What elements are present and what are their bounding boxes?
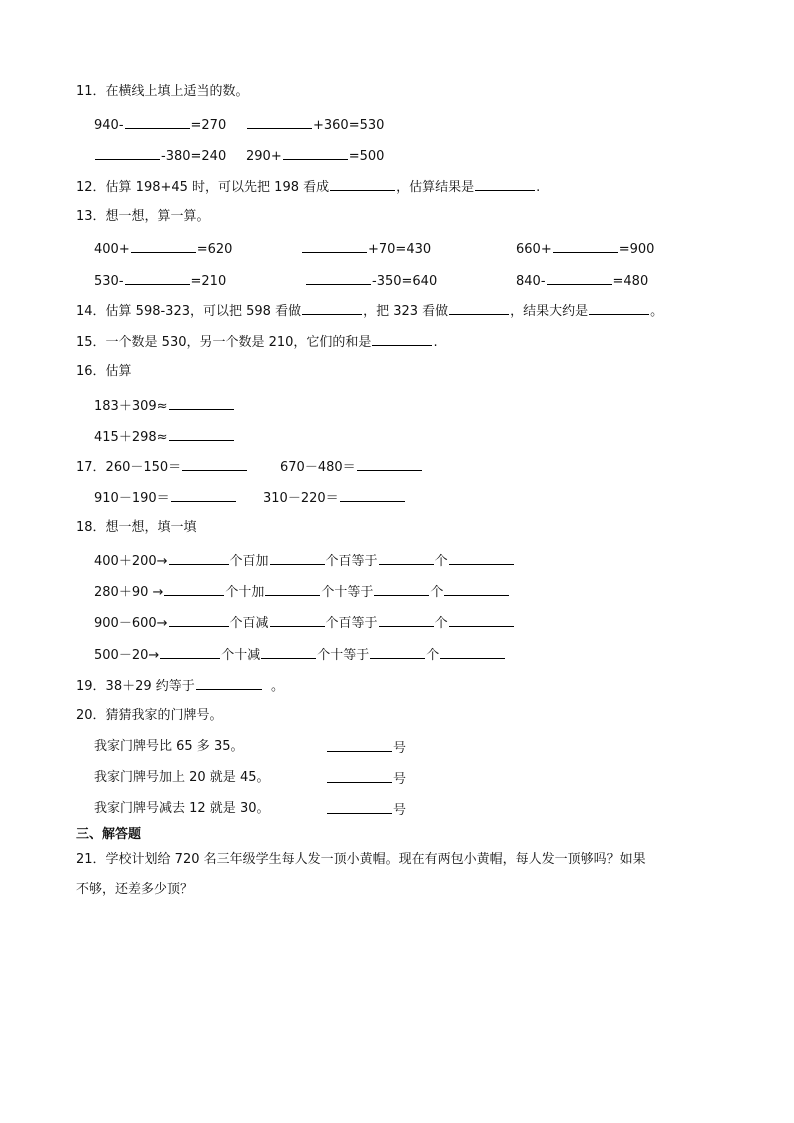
- q19: 19．38＋29 约等于 。: [76, 675, 284, 695]
- q18-row4: 500－20→ 个十减 个十等于 个: [94, 644, 506, 664]
- q21-line1: 21．学校计划给 720 名三年级学生每人发一顶小黄帽。现在有两包小黄帽，每人发一顶够吗？如果: [76, 852, 646, 867]
- answer-blank[interactable]: [379, 612, 434, 627]
- answer-blank[interactable]: [444, 581, 509, 596]
- q17-b: 670－480＝: [280, 456, 423, 476]
- q13-eq-b: +70=430: [301, 238, 431, 258]
- section-heading: 三、解答题: [76, 827, 142, 842]
- answer-blank[interactable]: [160, 644, 220, 659]
- q18-title: 18．想一想，填一填: [76, 520, 197, 535]
- q11-eq4: 290+ =500: [246, 145, 384, 165]
- q20-title: 20．猜猜我家的门牌号。: [76, 708, 223, 723]
- q20-c-answer: 号: [326, 799, 406, 819]
- answer-blank[interactable]: [261, 644, 316, 659]
- q14: 14．估算 598-323，可以把 598 看做 ，把 323 看做 ，结果大约是 。: [76, 300, 663, 320]
- answer-blank[interactable]: [440, 644, 505, 659]
- answer-blank[interactable]: [547, 270, 612, 285]
- q18-row3: 900－600→ 个百减 个百等于 个: [94, 612, 515, 632]
- answer-blank[interactable]: [182, 456, 247, 471]
- q13-eq-a: 400+ =620: [94, 238, 232, 258]
- q11-eq3: -380=240: [94, 145, 226, 165]
- answer-blank[interactable]: [340, 487, 405, 502]
- answer-blank[interactable]: [169, 395, 234, 410]
- q11-eq2: +360=530: [246, 114, 384, 134]
- q20-a-answer: 号: [326, 737, 406, 757]
- q17-d: 310－220＝: [263, 487, 406, 507]
- answer-blank[interactable]: [270, 550, 325, 565]
- answer-blank[interactable]: [327, 737, 392, 752]
- answer-blank[interactable]: [302, 300, 362, 315]
- q13-eq-e: -350=640: [305, 270, 437, 290]
- answer-blank[interactable]: [95, 145, 160, 160]
- answer-blank[interactable]: [169, 550, 229, 565]
- q11-title: 11．在横线上填上适当的数。: [76, 84, 249, 99]
- answer-blank[interactable]: [449, 300, 509, 315]
- answer-blank[interactable]: [330, 176, 395, 191]
- q13-title: 13．想一想，算一算。: [76, 209, 210, 224]
- answer-blank[interactable]: [169, 426, 234, 441]
- q11-eq1: 940- =270: [94, 114, 226, 134]
- q13-eq-c: 660+ =900: [516, 238, 654, 258]
- q17-c: 910－190＝: [94, 487, 237, 507]
- answer-blank[interactable]: [196, 675, 262, 690]
- q20-b-answer: 号: [326, 768, 406, 788]
- answer-blank[interactable]: [247, 114, 312, 129]
- answer-blank[interactable]: [164, 581, 224, 596]
- answer-blank[interactable]: [131, 238, 196, 253]
- q20-b-text: 我家门牌号加上 20 就是 45。: [94, 770, 270, 785]
- answer-blank[interactable]: [553, 238, 618, 253]
- q16-b: 415＋298≈: [94, 426, 235, 446]
- q20-a-text: 我家门牌号比 65 多 35。: [94, 739, 244, 754]
- q12: 12．估算 198+45 时，可以先把 198 看成 ，估算结果是 .: [76, 176, 540, 196]
- q18-row1: 400＋200→ 个百加 个百等于 个: [94, 550, 515, 570]
- q16-title: 16．估算: [76, 364, 132, 379]
- q13-eq-f: 840- =480: [516, 270, 648, 290]
- answer-blank[interactable]: [372, 331, 432, 346]
- answer-blank[interactable]: [327, 799, 392, 814]
- answer-blank[interactable]: [125, 270, 190, 285]
- answer-blank[interactable]: [374, 581, 429, 596]
- answer-blank[interactable]: [171, 487, 236, 502]
- answer-blank[interactable]: [125, 114, 190, 129]
- answer-blank[interactable]: [306, 270, 371, 285]
- q16-a: 183＋309≈: [94, 395, 235, 415]
- answer-blank[interactable]: [370, 644, 425, 659]
- q20-c-text: 我家门牌号减去 12 就是 30。: [94, 801, 270, 816]
- answer-blank[interactable]: [302, 238, 367, 253]
- answer-blank[interactable]: [327, 768, 392, 783]
- answer-blank[interactable]: [589, 300, 649, 315]
- answer-blank[interactable]: [449, 612, 514, 627]
- q21-line2: 不够，还差多少顶？: [76, 882, 194, 897]
- answer-blank[interactable]: [270, 612, 325, 627]
- answer-blank[interactable]: [449, 550, 514, 565]
- q15: 15．一个数是 530，另一个数是 210，它们的和是 .: [76, 331, 438, 351]
- answer-blank[interactable]: [379, 550, 434, 565]
- answer-blank[interactable]: [283, 145, 348, 160]
- q18-row2: 280＋90 → 个十加 个十等于 个: [94, 581, 510, 601]
- q13-eq-d: 530- =210: [94, 270, 226, 290]
- answer-blank[interactable]: [265, 581, 320, 596]
- answer-blank[interactable]: [169, 612, 229, 627]
- answer-blank[interactable]: [475, 176, 535, 191]
- q17-a: 17．260－150＝: [76, 456, 248, 476]
- answer-blank[interactable]: [357, 456, 422, 471]
